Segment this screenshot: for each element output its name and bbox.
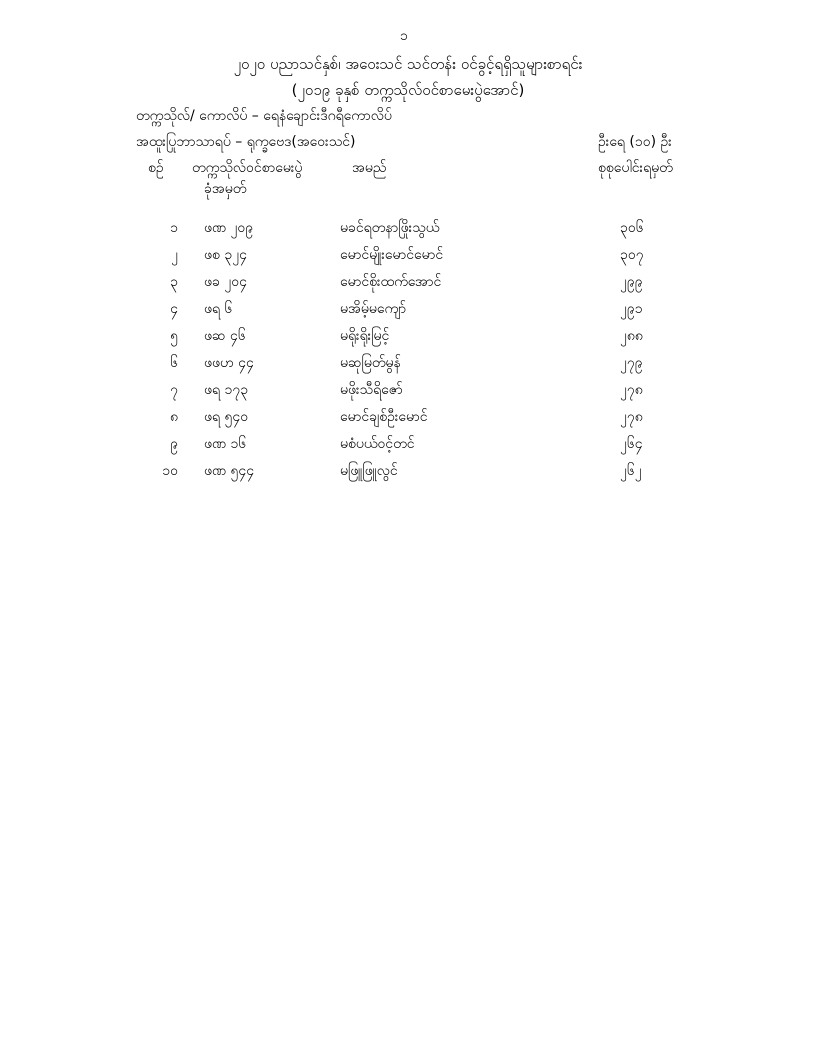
cell-name: မခင်ရတနာဖြိုးသွယ် [340,220,440,236]
cell-roll-number: ဖရ ၆ [204,301,233,317]
table-row [0,272,816,299]
cell-name: မဆုမြတ်မွန် [340,355,401,371]
cell-roll-number: ဖဏ ၁၆ [204,436,247,452]
cell-serial-no: ၃ [170,274,178,290]
table-row [0,326,816,353]
cell-serial-no: ၅ [170,328,178,344]
table-row [0,299,816,326]
cell-total-marks: ၃၀၇ [620,247,644,263]
cell-serial-no: ၁ [170,220,178,236]
cell-total-marks: ၂၉၁ [620,301,643,317]
cell-roll-number: ဖခ ၂၀၄ [204,274,247,290]
cell-serial-no: ၂ [171,247,178,263]
cell-roll-number: ဖဏ ၅၄၄ [204,463,255,479]
table-row [0,245,816,272]
header-total-marks: စုစုပေါင်းရမှတ် [598,160,673,176]
table-row [0,407,816,434]
cell-serial-no: ၉ [170,436,178,452]
subject-line: အထူးပြုဘာသာရပ် – ရုက္ခဗေဒ(အဝေးသင်) [136,134,356,150]
cell-total-marks: ၃၀၆ [620,220,644,236]
cell-roll-number: ဖဆ ၄၆ [204,328,246,344]
cell-roll-number: ဖရ ၁၇၃ [204,382,249,398]
cell-serial-no: ၁၀ [162,463,178,479]
table-row [0,218,816,245]
cell-name: မောင်စိုးထက်အောင် [340,274,442,290]
document-subtitle: (၂၀၁၉ ခုနှစ် တက္ကသိုလ်ဝင်စာမေးပွဲအောင်) [291,81,525,99]
cell-total-marks: ၂၆၂ [620,463,642,479]
cell-serial-no: ၆ [170,355,178,371]
document-title: ၂၀၂၀ ပညာသင်နှစ်၊ အဝေးသင် သင်တန်း ဝင်ခွင့်ရရှိသူများစာရင်း [233,55,583,73]
cell-roll-number: ဖရ ၅၄၀ [204,409,249,425]
cell-total-marks: ၂၈၈ [620,328,643,344]
cell-name: မအိမ့်မကျော် [340,301,407,317]
cell-total-marks: ၂၇၈ [620,382,643,398]
cell-total-marks: ၂၇၉ [620,355,643,371]
table-row [0,461,816,488]
header-roll-number: တက္ကသိုလ်ဝင်စာမေးပွဲ [192,160,303,176]
cell-name: မောင်ချစ်ဦးမောင် [340,409,428,425]
cell-roll-number: ဖဏ ၂၀၉ [204,220,254,236]
header-roll-number-line-2: ခုံအမှတ် [204,181,247,197]
cell-total-marks: ၂၉၉ [620,274,643,290]
cell-serial-no: ၈ [170,409,178,425]
cell-name: မစံပယ်ဝင့်တင် [340,436,415,452]
table-row [0,353,816,380]
cell-roll-number: ဖဖဟ ၄၄ [204,355,254,371]
table-row [0,380,816,407]
cell-roll-number: ဖစ ၃၂၄ [204,247,247,263]
cell-name: မဖြူဖြူလွင် [340,463,398,479]
table-row [0,434,816,461]
student-count: ဦးရေ (၁၀) ဦး [598,134,672,150]
cell-total-marks: ၂၆၄ [620,436,643,452]
header-name: အမည် [352,160,387,176]
university-line: တက္ကသိုလ်/ ကောလိပ် – ရေနံချောင်းဒီဂရီကောလိပ် [136,108,392,124]
cell-serial-no: ၇ [170,382,178,398]
table-body [0,218,816,488]
cell-total-marks: ၂၇၈ [620,409,643,425]
cell-name: မောင်မျိုးမောင်မောင် [340,247,444,263]
cell-name: မဖိုးသီရိဇော် [340,382,403,398]
cell-serial-no: ၄ [170,301,178,317]
cell-name: မရိုးရိုးမြင့် [340,328,390,344]
page-number: ၁ [400,28,408,44]
header-serial-no: စဉ် [148,160,164,176]
